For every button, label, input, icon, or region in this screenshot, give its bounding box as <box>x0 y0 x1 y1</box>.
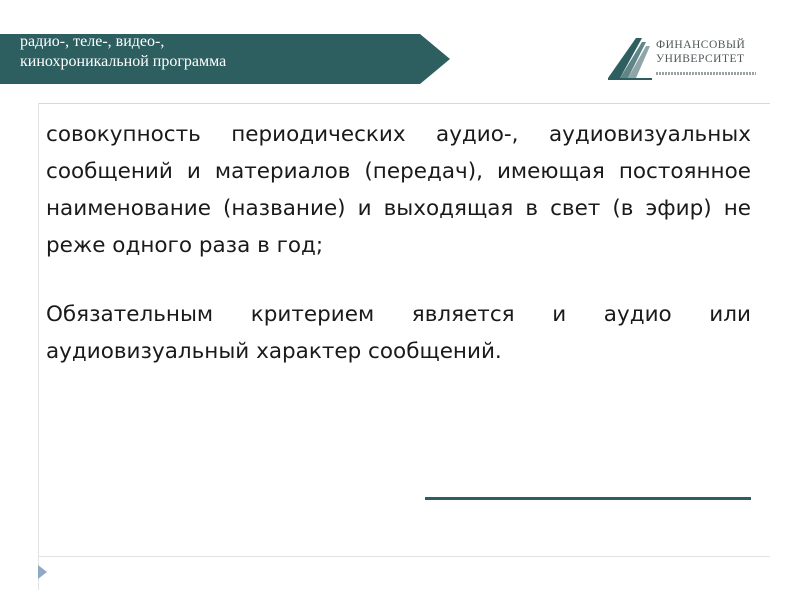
slide-title-line1: радио-, теле-, видео-, <box>20 33 165 50</box>
logo-text-line1: ФИНАНСОВЫЙ <box>656 39 746 51</box>
slide-title <box>20 32 420 72</box>
bottom-divider <box>38 556 770 557</box>
logo-text-line2: УНИВЕРСИТЕТ <box>656 53 745 65</box>
criterion-paragraph: Обязательным критерием является и аудио или аудиовизуальный характер сообщений. <box>46 302 751 364</box>
accent-line <box>425 497 751 500</box>
logo-tagline <box>656 72 756 75</box>
logo-text <box>656 38 745 66</box>
definition-paragraph: совокупность периодических аудио-, аудиовизуальных сообщений и материалов (передач), имеющая постоянное наименование (название) и выходящая в свет (в эфир) не реже одного раза в год; <box>46 122 751 258</box>
university-logo <box>606 32 758 84</box>
left-divider <box>38 103 39 590</box>
top-divider <box>38 103 770 104</box>
slide-body <box>46 116 751 370</box>
slide-title-line2: кинохроникальной программа <box>20 53 227 70</box>
logo-mark-icon <box>606 32 656 84</box>
play-arrow-icon[interactable] <box>38 565 47 579</box>
